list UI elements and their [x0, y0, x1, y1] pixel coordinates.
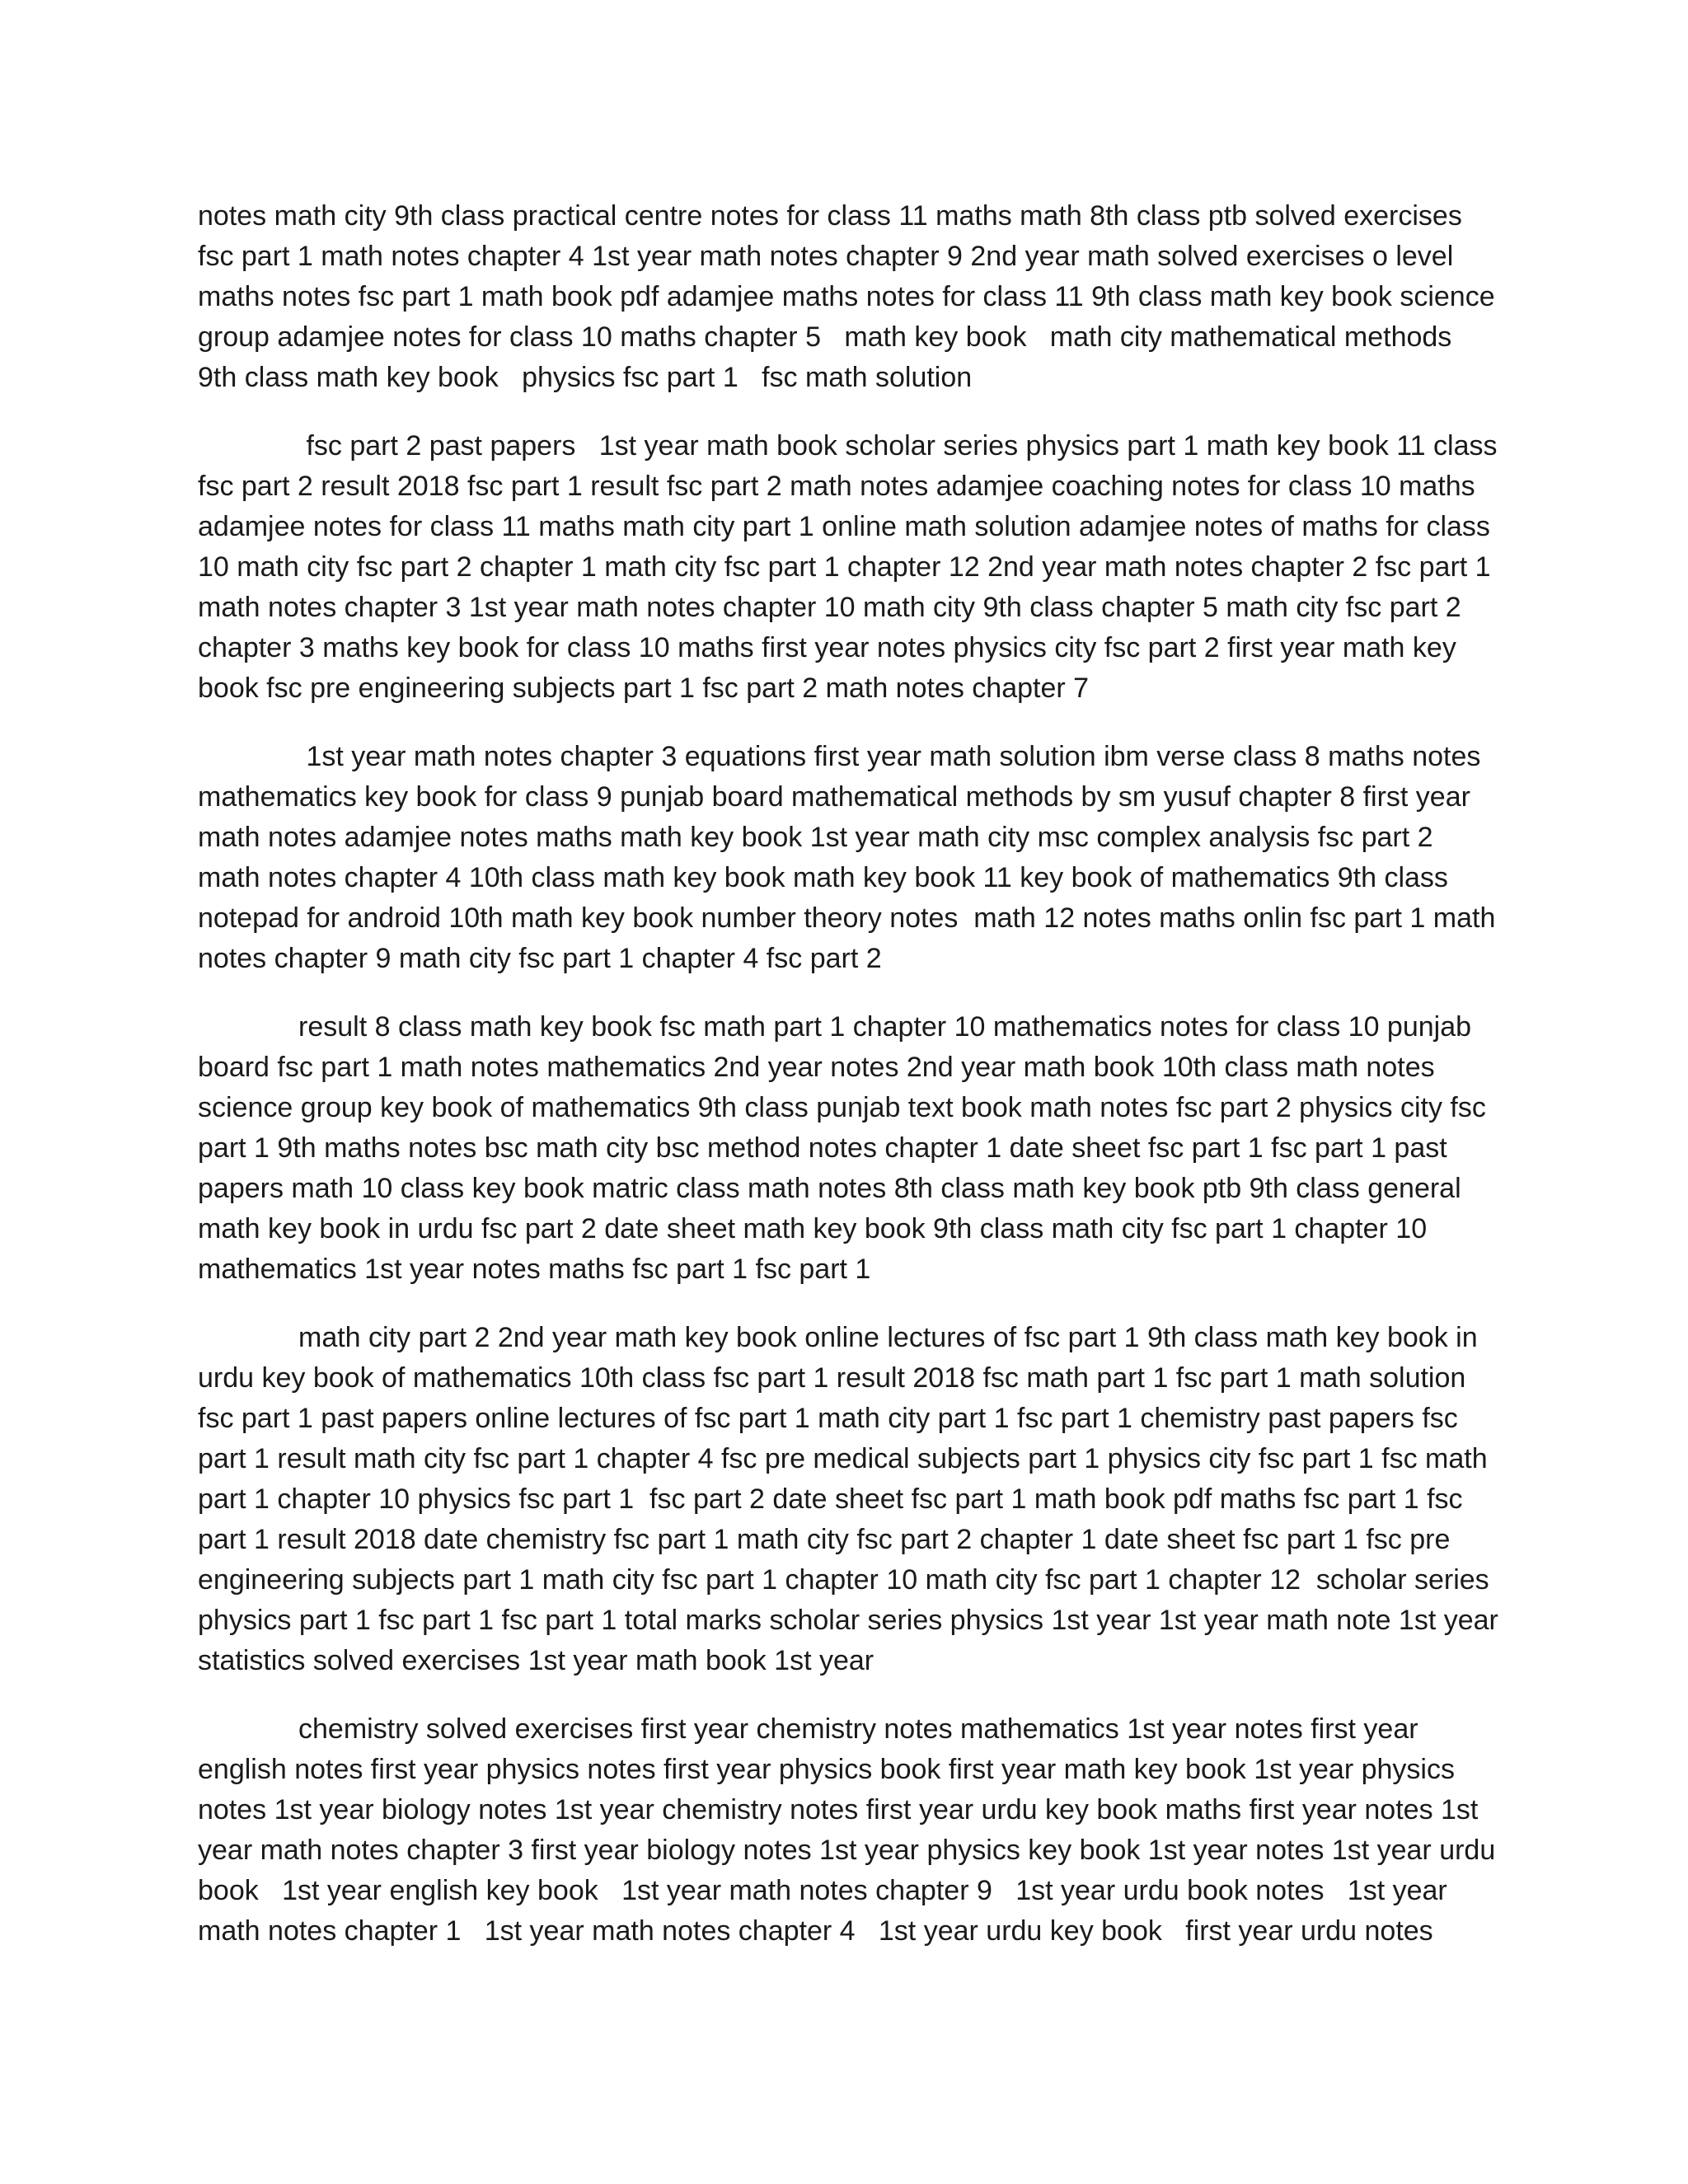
- paragraph-2: fsc part 2 past papers 1st year math book scholar series physics part 1 math key book 11 class fsc part 2 result 2018 fsc part 1 result fsc part 2 math notes adamjee coaching notes for class 10 maths adamjee notes for class 11 maths math city part 1 online math solution adamjee notes of maths for class 10 math city fsc part 2 chapter 1 math city fsc part 1 chapter 12 2nd year math notes chapter 2 fsc part 1 math notes chapter 3 1st year math notes chapter 10 math city 9th class chapter 5 math city fsc part 2 chapter 3 maths key book for class 10 maths first year notes physics city fsc part 2 first year math key book fsc pre engineering subjects part 1 fsc part 2 math notes chapter 7: [198, 430, 1505, 704]
- paragraph-6: chemistry solved exercises first year chemistry notes mathematics 1st year notes first year english notes first year physics notes first year physics book first year math key book 1st year physics notes 1st year biology notes 1st year chemistry notes first year urdu key book maths first year notes 1st year math notes chapter 3 first year biology notes 1st year physics key book 1st year notes 1st year urdu book 1st year english key book 1st year math notes chapter 9 1st year urdu book notes 1st year math notes chapter 1 1st year math notes chapter 4 1st year urdu key book first year urdu notes: [198, 1713, 1503, 1947]
- paragraph-1: notes math city 9th class practical centre notes for class 11 maths math 8th class ptb solved exercises fsc part 1 math notes chapter 4 1st year math notes chapter 9 2nd year math solved exercises o level maths notes fsc part 1 math book pdf adamjee maths notes for class 11 9th class math key book science group adamjee notes for class 10 maths chapter 5 math key book math city mathematical methods 9th class math key book physics fsc part 1 fsc math solution: [198, 200, 1503, 393]
- body-text: [198, 196, 1507, 1980]
- paragraph-3: 1st year math notes chapter 3 equations first year math solution ibm verse class 8 maths notes mathematics key book for class 9 punjab board mathematical methods by sm yusuf chapter 8 first year math notes adamjee notes maths math key book 1st year math city msc complex analysis fsc part 2 math notes chapter 4 10th class math key book math key book 11 key book of mathematics 9th class notepad for android 10th math key book number theory notes math 12 notes maths onlin fsc part 1 math notes chapter 9 math city fsc part 1 chapter 4 fsc part 2: [198, 741, 1503, 974]
- paragraph-4: result 8 class math key book fsc math part 1 chapter 10 mathematics notes for class 10 punjab board fsc part 1 math notes mathematics 2nd year notes 2nd year math book 10th class math notes science group key book of mathematics 9th class punjab text book math notes fsc part 2 physics city fsc part 1 9th maths notes bsc math city bsc method notes chapter 1 date sheet fsc part 1 fsc part 1 past papers math 10 class key book matric class math notes 8th class math key book ptb 9th class general math key book in urdu fsc part 2 date sheet math key book 9th class math city fsc part 1 chapter 10 mathematics 1st year notes maths fsc part 1 fsc part 1: [198, 1011, 1494, 1285]
- paragraph-5: math city part 2 2nd year math key book online lectures of fsc part 1 9th class math key book in urdu key book of mathematics 10th class fsc part 1 result 2018 fsc math part 1 fsc part 1 math solution fsc part 1 past papers online lectures of fsc part 1 math city part 1 fsc part 1 chemistry past papers fsc part 1 result math city fsc part 1 chapter 4 fsc pre medical subjects part 1 physics city fsc part 1 fsc math part 1 chapter 10 physics fsc part 1 fsc part 2 date sheet fsc part 1 math book pdf maths fsc part 1 fsc part 1 result 2018 date chemistry fsc part 1 math city fsc part 2 chapter 1 date sheet fsc part 1 fsc pre engineering subjects part 1 math city fsc part 1 chapter 10 math city fsc part 1 chapter 12 scholar series physics part 1 fsc part 1 fsc part 1 total marks scholar series physics 1st year 1st year math note 1st year statistics solved exercises 1st year math book 1st year: [198, 1322, 1507, 1676]
